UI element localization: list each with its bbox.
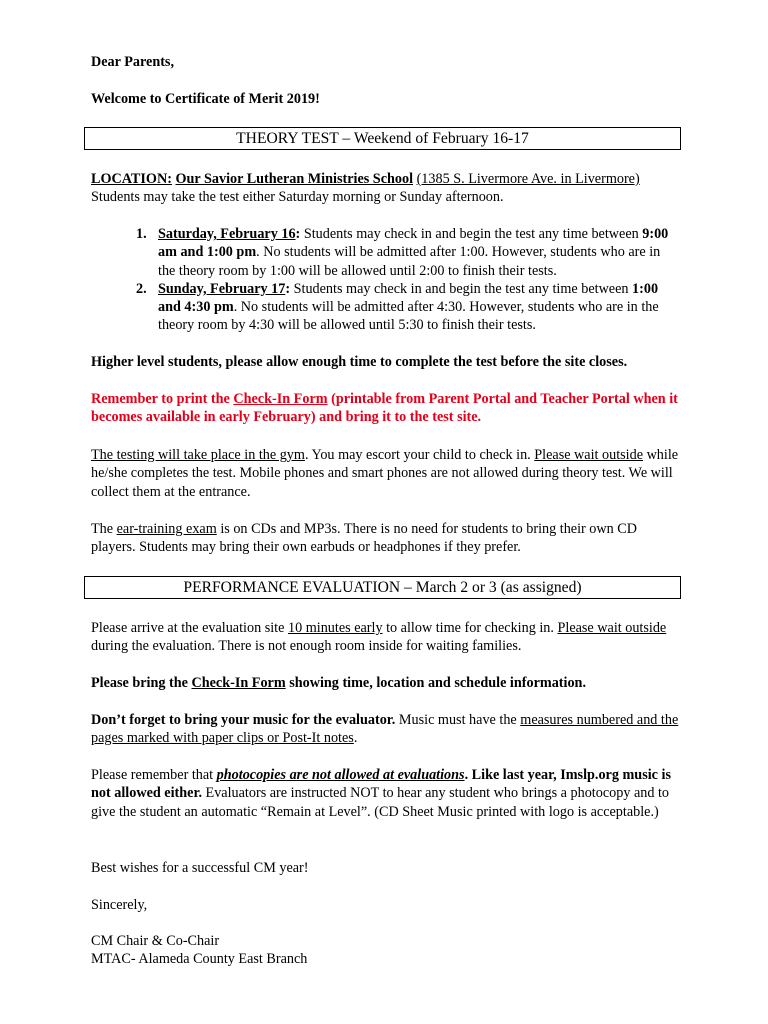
ear-training-text: ear-training exam [116, 521, 217, 537]
location-label: LOCATION: [91, 171, 172, 187]
measures-text: measures numbered and the pages marked with paper clips or Post-It notes [91, 712, 679, 747]
escort-text: . You may escort your child to check in. [304, 447, 531, 463]
music-text: Music must have the [398, 712, 517, 728]
ear-text-rest: is on CDs and MP3s. There is no need for students to bring their own CD players. Students may bring their own earbuds or headphones if they prefer. [91, 521, 637, 556]
arrival-paragraph [91, 619, 681, 656]
photo-text: Please remember that [91, 767, 214, 783]
signature-line-1: CM Chair & Co-Chair [91, 933, 220, 949]
day-time: 1:00 and 4:30 pm [158, 280, 659, 316]
higher-level-note: Higher level students, please allow enough time to complete the test before the site closes. [91, 354, 628, 370]
performance-banner: PERFORMANCE EVALUATION – March 2 or 3 (as assigned) [84, 576, 681, 599]
arrive-text-end: during the evaluation. There is not enough room inside for waiting families. [91, 638, 522, 655]
theory-test-banner: THEORY TEST – Weekend of February 16-17 [84, 127, 681, 150]
welcome-line: Welcome to Certificate of Merit 2019! [91, 91, 320, 107]
arrive-early-text: 10 minutes early [287, 620, 383, 636]
bring-form-note [91, 674, 681, 692]
ear-training-paragraph [91, 520, 681, 557]
day-text: Students may check in and begin the test any time between [303, 226, 639, 242]
remember-text-rest: (printable from Parent Portal and Teacher Portal when it becomes available in early February) and bring it to the test site. [91, 391, 678, 426]
day-text-rest: . No students will be admitted after 4:30. However, students who are in the theory room by 4:30 will be allowed until 5:30 to finish their tests. [158, 299, 659, 334]
ear-text: The [91, 521, 114, 537]
photocopies-warning: photocopies are not allowed at evaluations [216, 767, 465, 783]
bring-text-rest: showing time, location and schedule information. [289, 675, 586, 691]
photo-text-rest: Evaluators are instructed NOT to hear any student who brings a photocopy and to give the student an automatic “Remain at Level”. (CD Sheet Music printed with logo is acceptable.) [91, 785, 670, 820]
arrive-text-rest: to allow time for checking in. [386, 620, 554, 636]
theory-intro: Students may take the test either Saturday morning or Sunday afternoon. [91, 189, 504, 206]
remember-print-note [91, 390, 681, 427]
check-in-form-link[interactable]: Check-In Form [233, 391, 328, 407]
list-item [91, 280, 681, 335]
location-paragraph [91, 170, 681, 207]
day-label: Saturday, February 16 [158, 226, 296, 242]
list-number: 2. [136, 280, 147, 297]
imslp-warning: . Like last year, Imslp.org music is not allowed either. [91, 767, 671, 802]
day-label: Sunday, February 17 [158, 280, 286, 297]
phones-text: while he/she completes the test. Mobile phones and smart phones are not allowed during theory test. We will collect them at the entrance. [91, 447, 679, 500]
signature-line-2: MTAC- Alameda County East Branch [91, 951, 308, 967]
day-text: Students may check in and begin the test any time between [293, 280, 629, 297]
remember-text: Remember to print the [91, 391, 230, 407]
greeting: Dear Parents, [91, 54, 175, 70]
bring-text: Please bring the [91, 675, 188, 691]
wait-outside-text: Please wait outside [534, 447, 644, 463]
list-number: 1. [136, 226, 147, 242]
location-name: Our Savior Lutheran Ministries School [175, 171, 414, 187]
music-bold-text: Don’t forget to bring your music for the evaluator. [91, 712, 396, 728]
gym-text: The testing will take place in the gym [91, 447, 305, 463]
music-end: . [353, 730, 358, 747]
day-time: 9:00 am and 1:00 pm [158, 226, 669, 261]
best-wishes: Best wishes for a successful CM year! [91, 860, 309, 876]
photocopy-paragraph [91, 766, 681, 821]
check-in-form-text: Check-In Form [191, 675, 286, 691]
list-item [91, 225, 681, 280]
day-colon: : [285, 280, 291, 297]
music-paragraph [91, 711, 681, 748]
sincerely: Sincerely, [91, 897, 148, 913]
gym-paragraph [91, 446, 681, 501]
location-address: (1385 S. Livermore Ave. in Livermore) [416, 171, 640, 187]
wait-outside-text: Please wait outside [557, 620, 667, 636]
day-text-rest: . No students will be admitted after 1:00. However, students who are in the theory room by 1:00 will be allowed until 2:00 to finish their tests. [158, 244, 661, 279]
day-colon: : [295, 226, 301, 242]
test-days-list [91, 225, 681, 335]
arrive-text: Please arrive at the evaluation site [91, 620, 285, 636]
